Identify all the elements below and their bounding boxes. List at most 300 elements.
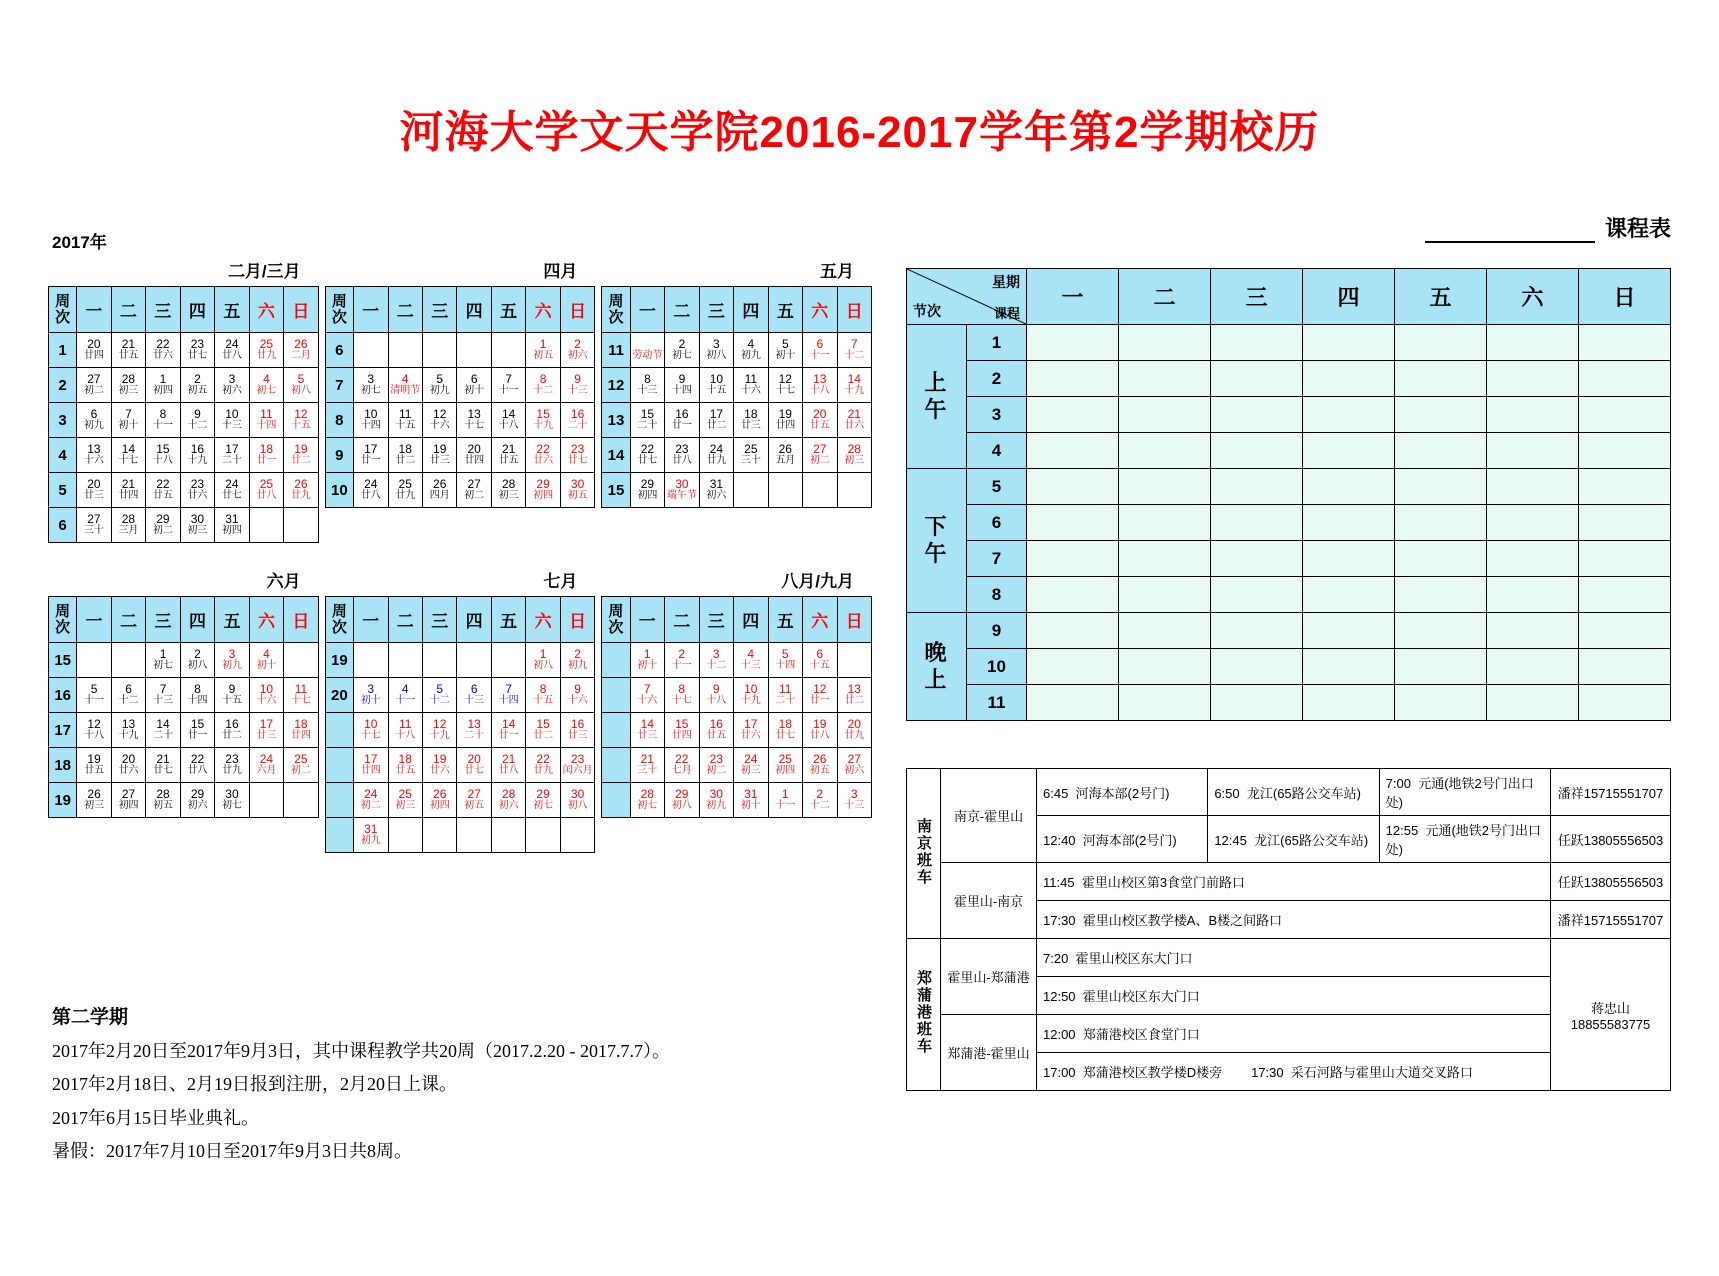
calendar-day-cell: 3 初九 bbox=[215, 643, 249, 678]
bus-contact: 任跃13805556503 bbox=[1551, 816, 1671, 863]
bus-stop-time: 12:40 bbox=[1043, 832, 1076, 848]
timetable-cell[interactable] bbox=[1211, 361, 1303, 397]
calendar-day-cell: 13 二十 bbox=[457, 713, 491, 748]
calendar-day-cell: 17 廿四 bbox=[354, 748, 388, 783]
timetable-cell[interactable] bbox=[1487, 541, 1579, 577]
timetable-cell[interactable] bbox=[1211, 685, 1303, 721]
calendar-day-cell: 18 廿七 bbox=[768, 713, 803, 748]
calendar-day-cell: 10 十六 bbox=[249, 678, 283, 713]
day-header-3: 三 bbox=[699, 287, 733, 333]
calendar-day-cell: 27 初四 bbox=[111, 783, 145, 818]
week-number bbox=[602, 678, 630, 713]
timetable-section-number: 11 bbox=[967, 685, 1027, 721]
day-header-6: 六 bbox=[526, 597, 560, 643]
timetable-cell[interactable] bbox=[1487, 325, 1579, 361]
calendar-day-cell: 20 廿四 bbox=[77, 333, 112, 368]
timetable-cell[interactable] bbox=[1395, 685, 1487, 721]
timetable-cell[interactable] bbox=[1579, 505, 1671, 541]
timetable-cell[interactable] bbox=[1487, 505, 1579, 541]
calendar-day-cell: 13 十六 bbox=[77, 438, 112, 473]
day-header-5: 五 bbox=[491, 287, 525, 333]
timetable-cell[interactable] bbox=[1211, 433, 1303, 469]
timetable-section-number: 1 bbox=[967, 325, 1027, 361]
bus-stop-time: 6:50 bbox=[1214, 785, 1240, 801]
timetable-title bbox=[1425, 212, 1671, 243]
timetable-cell[interactable] bbox=[1027, 685, 1119, 721]
timetable-cell[interactable] bbox=[1027, 577, 1119, 613]
day-header-7: 日 bbox=[284, 597, 319, 643]
timetable-cell[interactable] bbox=[1579, 325, 1671, 361]
calendar-day-cell: 2 十二 bbox=[803, 783, 838, 818]
calendar-day-cell bbox=[491, 333, 525, 368]
calendar-day-cell: 25 廿九 bbox=[388, 473, 422, 508]
calendar-day-cell: 30 初三 bbox=[180, 508, 215, 543]
bus-stop-place: 元通(地铁2号门出口处) bbox=[1385, 823, 1541, 857]
calendar-day-cell: 10 十三 bbox=[215, 403, 250, 438]
calendar-day-cell: 7 十三 bbox=[146, 678, 180, 713]
semester-notes bbox=[52, 1000, 670, 1168]
calendar-day-cell: 12 十八 bbox=[77, 713, 111, 748]
calendar-day-cell: 23 廿六 bbox=[180, 473, 215, 508]
timetable-cell[interactable] bbox=[1579, 685, 1671, 721]
timetable-cell[interactable] bbox=[1395, 505, 1487, 541]
bus-stop bbox=[1037, 863, 1551, 901]
calendar-day-cell: 22 廿六 bbox=[526, 438, 560, 473]
bus-stop-place: 元通(地铁2号门出口处) bbox=[1385, 776, 1534, 810]
timetable-cell[interactable] bbox=[1027, 649, 1119, 685]
timetable-cell[interactable] bbox=[1119, 505, 1211, 541]
timetable-cell[interactable] bbox=[1487, 361, 1579, 397]
week-number: 9 bbox=[325, 438, 353, 473]
timetable-cell[interactable] bbox=[1211, 577, 1303, 613]
timetable-cell[interactable] bbox=[1119, 685, 1211, 721]
month-table bbox=[601, 596, 872, 818]
timetable-cell[interactable] bbox=[1579, 361, 1671, 397]
timetable-cell[interactable] bbox=[1027, 613, 1119, 649]
week-number: 19 bbox=[325, 643, 353, 678]
calendar-day-cell: 28 初三 bbox=[111, 368, 146, 403]
week-number bbox=[602, 713, 630, 748]
calendar-day-cell: 13 十九 bbox=[111, 713, 145, 748]
week-number: 2 bbox=[49, 368, 77, 403]
calendar-day-cell: 8 十四 bbox=[180, 678, 214, 713]
calendar-day-cell: 11 十六 bbox=[734, 368, 768, 403]
calendar-day-cell: 1 初十 bbox=[630, 643, 665, 678]
bus-contact: 任跃13805556503 bbox=[1551, 863, 1671, 901]
day-header-6: 六 bbox=[249, 597, 283, 643]
day-header-3: 三 bbox=[146, 287, 181, 333]
timetable-day-header-7: 日 bbox=[1579, 269, 1671, 325]
timetable-cell[interactable] bbox=[1211, 505, 1303, 541]
week-number: 13 bbox=[602, 403, 630, 438]
week-number: 6 bbox=[325, 333, 353, 368]
calendar-day-cell: 25 三十 bbox=[734, 438, 768, 473]
timetable-cell[interactable] bbox=[1303, 361, 1395, 397]
timetable-cell[interactable] bbox=[1027, 469, 1119, 505]
timetable-cell[interactable] bbox=[1027, 397, 1119, 433]
day-header-4: 四 bbox=[180, 287, 215, 333]
calendar-day-cell: 16 廿五 bbox=[699, 713, 734, 748]
calendar-day-cell: 23 闰六月 bbox=[560, 748, 595, 783]
timetable-cell[interactable] bbox=[1119, 325, 1211, 361]
timetable-cell[interactable] bbox=[1211, 541, 1303, 577]
calendar-day-cell bbox=[837, 643, 872, 678]
calendar-day-cell: 21 廿七 bbox=[146, 748, 180, 783]
calendar-day-cell: 21 廿六 bbox=[837, 403, 872, 438]
bus-group-label: 郑蒲港班车 bbox=[907, 939, 941, 1091]
calendar-day-cell: 26 初五 bbox=[803, 748, 838, 783]
calendar-day-cell: 11 十四 bbox=[249, 403, 284, 438]
timetable-cell[interactable] bbox=[1211, 649, 1303, 685]
timetable-cell[interactable] bbox=[1303, 541, 1395, 577]
timetable-cell[interactable] bbox=[1579, 469, 1671, 505]
timetable-cell[interactable] bbox=[1119, 433, 1211, 469]
bus-stop-place: 霍里山校区教学楼A、B楼之间路口 bbox=[1082, 913, 1283, 928]
timetable-cell[interactable] bbox=[1487, 397, 1579, 433]
timetable-cell[interactable] bbox=[1211, 469, 1303, 505]
academic-calendar bbox=[48, 228, 878, 853]
calendar-day-cell: 27 初二 bbox=[803, 438, 837, 473]
week-number: 8 bbox=[325, 403, 353, 438]
timetable-cell[interactable] bbox=[1211, 397, 1303, 433]
bus-stop-place: 采石河路与霍里山大道交叉路口 bbox=[1290, 1065, 1473, 1080]
timetable-cell[interactable] bbox=[1119, 469, 1211, 505]
bus-stop-time: 17:30 bbox=[1043, 913, 1076, 928]
calendar-day-cell: 9 十八 bbox=[699, 678, 734, 713]
calendar-day-cell: 7 十四 bbox=[491, 678, 525, 713]
week-number: 19 bbox=[49, 783, 77, 818]
calendar-day-cell: 28 初三 bbox=[491, 473, 525, 508]
calendar-day-cell: 20 廿九 bbox=[837, 713, 872, 748]
bus-stop bbox=[1379, 769, 1550, 816]
timetable-cell[interactable] bbox=[1303, 649, 1395, 685]
calendar-day-cell: 14 廿三 bbox=[630, 713, 665, 748]
bus-stop bbox=[1037, 769, 1208, 816]
timetable-part-label: 下 午 bbox=[907, 469, 967, 613]
calendar-day-cell: 7 十二 bbox=[837, 333, 872, 368]
timetable-cell[interactable] bbox=[1395, 433, 1487, 469]
calendar-day-cell: 16 十九 bbox=[180, 438, 215, 473]
timetable-cell[interactable] bbox=[1027, 541, 1119, 577]
timetable-cell[interactable] bbox=[1303, 577, 1395, 613]
timetable-cell[interactable] bbox=[1395, 541, 1487, 577]
day-header-3: 三 bbox=[422, 287, 456, 333]
calendar-day-cell: 2 初八 bbox=[180, 643, 214, 678]
day-header-6: 六 bbox=[249, 287, 284, 333]
bus-stop-time: 12:00 bbox=[1043, 1027, 1076, 1042]
calendar-day-cell: 11 十七 bbox=[284, 678, 319, 713]
bus-stop-time: 6:45 bbox=[1043, 785, 1069, 801]
month-table bbox=[325, 286, 596, 508]
calendar-day-cell: 8 十三 bbox=[630, 368, 664, 403]
year-label: 2017年 bbox=[52, 233, 107, 252]
day-header-1: 一 bbox=[77, 597, 111, 643]
timetable-cell[interactable] bbox=[1303, 469, 1395, 505]
calendar-day-cell: 26 廿九 bbox=[284, 473, 319, 508]
day-header-4: 四 bbox=[734, 287, 768, 333]
calendar-day-cell: 18 廿二 bbox=[388, 438, 422, 473]
calendar-day-cell: 15 二十 bbox=[630, 403, 664, 438]
timetable-cell[interactable] bbox=[1027, 433, 1119, 469]
day-header-3: 三 bbox=[699, 597, 734, 643]
timetable-cell[interactable] bbox=[1119, 361, 1211, 397]
calendar-day-cell: 16 二十 bbox=[560, 403, 595, 438]
calendar-day-cell: 21 廿五 bbox=[111, 333, 146, 368]
bus-group-label: 南京班车 bbox=[907, 769, 941, 939]
calendar-day-cell: 20 廿七 bbox=[457, 748, 491, 783]
bus-stop-time: 17:00 bbox=[1043, 1065, 1076, 1080]
timetable-cell[interactable] bbox=[1395, 613, 1487, 649]
calendar-day-cell: 3 十三 bbox=[837, 783, 872, 818]
notes-line: 2017年2月20日至2017年9月3日，其中课程教学共20周（2017.2.20 - 2017.7.7）。 bbox=[52, 1041, 670, 1062]
calendar-day-cell: 1 初八 bbox=[526, 643, 560, 678]
timetable-cell[interactable] bbox=[1303, 685, 1395, 721]
timetable-cell[interactable] bbox=[1487, 433, 1579, 469]
timetable-cell[interactable] bbox=[1395, 397, 1487, 433]
calendar-day-cell: 9 十五 bbox=[215, 678, 249, 713]
bus-stop-place: 龙江(65路公交车站) bbox=[1246, 785, 1361, 801]
calendar-day-cell: 6 初十 bbox=[457, 368, 491, 403]
calendar-block bbox=[48, 257, 319, 543]
bus-route-name: 郑蒲港-霍里山 bbox=[941, 1015, 1037, 1091]
day-header-4: 四 bbox=[180, 597, 214, 643]
calendar-day-cell: 11 二十 bbox=[768, 678, 803, 713]
calendar-day-cell: 30 初五 bbox=[560, 473, 595, 508]
bus-stop-time: 12:45 bbox=[1214, 832, 1247, 848]
timetable-cell[interactable] bbox=[1579, 397, 1671, 433]
timetable-cell[interactable] bbox=[1027, 325, 1119, 361]
week-number: 4 bbox=[49, 438, 77, 473]
month-table bbox=[601, 286, 872, 508]
week-col-header: 周 次 bbox=[325, 597, 353, 643]
day-header-4: 四 bbox=[734, 597, 769, 643]
calendar-day-cell: 4 初七 bbox=[249, 368, 284, 403]
calendar-day-cell: 6 十三 bbox=[457, 678, 491, 713]
calendar-day-cell: 23 廿八 bbox=[665, 438, 699, 473]
calendar-day-cell: 6 初九 bbox=[77, 403, 112, 438]
calendar-day-cell: 22 廿九 bbox=[526, 748, 560, 783]
calendar-day-cell: 17 廿三 bbox=[249, 713, 283, 748]
calendar-day-cell: 8 十一 bbox=[146, 403, 181, 438]
timetable-day-header-1: 一 bbox=[1027, 269, 1119, 325]
calendar-day-cell bbox=[457, 333, 491, 368]
calendar-day-cell: 13 十八 bbox=[803, 368, 837, 403]
timetable-cell[interactable] bbox=[1119, 649, 1211, 685]
timetable-cell[interactable] bbox=[1119, 397, 1211, 433]
week-number: 14 bbox=[602, 438, 630, 473]
calendar-day-cell: 24 六月 bbox=[249, 748, 283, 783]
bus-stop-time: 7:00 bbox=[1385, 776, 1411, 791]
day-header-6: 六 bbox=[803, 287, 837, 333]
timetable-name-blank[interactable] bbox=[1425, 223, 1595, 243]
calendar-day-cell: 15 廿一 bbox=[180, 713, 214, 748]
calendar-day-cell: 23 初二 bbox=[699, 748, 734, 783]
month-table bbox=[48, 286, 319, 543]
calendar-day-cell: 24 廿七 bbox=[215, 473, 250, 508]
timetable-cell[interactable] bbox=[1487, 613, 1579, 649]
timetable-section-number: 10 bbox=[967, 649, 1027, 685]
timetable-cell[interactable] bbox=[1487, 649, 1579, 685]
timetable-cell[interactable] bbox=[1303, 397, 1395, 433]
timetable-cell[interactable] bbox=[1395, 325, 1487, 361]
calendar-day-cell: 20 廿四 bbox=[457, 438, 491, 473]
course-timetable bbox=[906, 268, 1671, 721]
calendar-day-cell: 2 初九 bbox=[560, 643, 595, 678]
calendar-day-cell: 5 十一 bbox=[77, 678, 111, 713]
bus-stop bbox=[1208, 769, 1379, 816]
timetable-cell[interactable] bbox=[1211, 613, 1303, 649]
timetable-cell[interactable] bbox=[1579, 613, 1671, 649]
timetable-cell[interactable] bbox=[1119, 613, 1211, 649]
week-number: 10 bbox=[325, 473, 353, 508]
calendar-day-cell: 26 二月 bbox=[284, 333, 319, 368]
calendar-day-cell: 4 十三 bbox=[734, 643, 769, 678]
timetable-cell[interactable] bbox=[1395, 361, 1487, 397]
week-number: 5 bbox=[49, 473, 77, 508]
timetable-cell[interactable] bbox=[1303, 433, 1395, 469]
timetable-cell[interactable] bbox=[1395, 649, 1487, 685]
calendar-day-cell: 17 二十 bbox=[215, 438, 250, 473]
timetable-cell[interactable] bbox=[1303, 613, 1395, 649]
timetable-cell[interactable] bbox=[1119, 577, 1211, 613]
month-label: 四月 bbox=[543, 262, 578, 281]
calendar-day-cell: 26 五月 bbox=[768, 438, 802, 473]
week-number bbox=[602, 783, 630, 818]
calendar-day-cell: 29 初七 bbox=[526, 783, 560, 818]
calendar-day-cell: 18 廿三 bbox=[734, 403, 768, 438]
timetable-cell[interactable] bbox=[1027, 361, 1119, 397]
calendar-day-cell: 15 廿四 bbox=[665, 713, 700, 748]
calendar-day-cell bbox=[491, 818, 525, 853]
bus-stop-place: 河海本部(2号门) bbox=[1082, 832, 1177, 848]
calendar-block bbox=[601, 567, 872, 853]
bus-stop bbox=[1037, 901, 1551, 939]
week-number: 15 bbox=[602, 473, 630, 508]
calendar-day-cell: 5 初九 bbox=[422, 368, 456, 403]
timetable-cell[interactable] bbox=[1487, 577, 1579, 613]
timetable-cell[interactable] bbox=[1303, 505, 1395, 541]
timetable-cell[interactable] bbox=[1027, 505, 1119, 541]
calendar-day-cell: 22 廿六 bbox=[146, 333, 181, 368]
timetable-section-number: 7 bbox=[967, 541, 1027, 577]
calendar-day-cell bbox=[734, 473, 768, 508]
timetable-cell[interactable] bbox=[1303, 325, 1395, 361]
calendar-day-cell: 3 初十 bbox=[354, 678, 388, 713]
timetable-cell[interactable] bbox=[1579, 577, 1671, 613]
timetable-cell[interactable] bbox=[1579, 541, 1671, 577]
timetable-cell[interactable] bbox=[1579, 433, 1671, 469]
timetable-cell[interactable] bbox=[1487, 685, 1579, 721]
calendar-day-cell: 24 廿八 bbox=[354, 473, 388, 508]
calendar-day-cell: 15 十八 bbox=[146, 438, 181, 473]
calendar-day-cell: 29 初二 bbox=[146, 508, 181, 543]
calendar-day-cell: 2 十一 bbox=[665, 643, 700, 678]
calendar-day-cell bbox=[422, 818, 456, 853]
month-table bbox=[48, 596, 319, 818]
calendar-day-cell: 劳动节 bbox=[630, 333, 664, 368]
calendar-day-cell: 18 廿四 bbox=[284, 713, 319, 748]
calendar-day-cell: 7 十一 bbox=[491, 368, 525, 403]
calendar-day-cell: 28 三月 bbox=[111, 508, 146, 543]
bus-stop-place: 龙江(65路公交车站) bbox=[1254, 832, 1369, 848]
calendar-day-cell: 20 廿三 bbox=[77, 473, 112, 508]
calendar-day-cell: 5 十二 bbox=[422, 678, 456, 713]
week-number bbox=[602, 748, 630, 783]
calendar-day-cell bbox=[388, 643, 422, 678]
calendar-day-cell: 14 十九 bbox=[837, 368, 872, 403]
calendar-day-cell: 6 十二 bbox=[111, 678, 145, 713]
calendar-day-cell: 17 廿六 bbox=[734, 713, 769, 748]
day-header-5: 五 bbox=[491, 597, 525, 643]
calendar-day-cell bbox=[422, 643, 456, 678]
calendar-day-cell bbox=[249, 508, 284, 543]
day-header-1: 一 bbox=[77, 287, 112, 333]
bus-stop bbox=[1037, 1053, 1551, 1091]
calendar-day-cell: 2 初五 bbox=[180, 368, 215, 403]
calendar-day-cell: 14 二十 bbox=[146, 713, 180, 748]
day-header-2: 二 bbox=[665, 287, 699, 333]
calendar-day-cell bbox=[249, 783, 283, 818]
calendar-day-cell: 6 十五 bbox=[803, 643, 838, 678]
timetable-cell[interactable] bbox=[1119, 541, 1211, 577]
calendar-day-cell: 18 廿一 bbox=[249, 438, 284, 473]
calendar-day-cell: 12 十六 bbox=[422, 403, 456, 438]
bus-route-name: 南京-霍里山 bbox=[941, 769, 1037, 863]
calendar-day-cell: 4 清明节 bbox=[388, 368, 422, 403]
calendar-day-cell bbox=[77, 643, 111, 678]
calendar-day-cell: 20 廿六 bbox=[111, 748, 145, 783]
day-header-1: 一 bbox=[630, 597, 665, 643]
week-col-header: 周 次 bbox=[49, 287, 77, 333]
calendar-block bbox=[48, 567, 319, 853]
bus-stop-time: 7:20 bbox=[1043, 951, 1069, 966]
calendar-day-cell: 7 十六 bbox=[630, 678, 665, 713]
week-col-header: 周 次 bbox=[602, 287, 630, 333]
week-number bbox=[325, 713, 353, 748]
calendar-day-cell: 30 初七 bbox=[215, 783, 249, 818]
timetable-cell[interactable] bbox=[1487, 469, 1579, 505]
calendar-day-cell: 12 十七 bbox=[768, 368, 802, 403]
bus-stop-place: 霍里山校区东大门口 bbox=[1082, 989, 1200, 1004]
calendar-day-cell: 10 十四 bbox=[354, 403, 388, 438]
calendar-day-cell: 24 初二 bbox=[354, 783, 388, 818]
month-label: 八月/九月 bbox=[781, 572, 855, 591]
week-number: 11 bbox=[602, 333, 630, 368]
calendar-row1-month-headers bbox=[48, 228, 878, 253]
calendar-day-cell: 5 初十 bbox=[768, 333, 802, 368]
timetable-cell[interactable] bbox=[1579, 649, 1671, 685]
timetable-corner-header: 星期 节次 课程 bbox=[907, 269, 1027, 325]
bus-route-name: 霍里山-南京 bbox=[941, 863, 1037, 939]
calendar-day-cell: 5 十四 bbox=[768, 643, 803, 678]
day-header-5: 五 bbox=[768, 597, 803, 643]
calendar-day-cell: 23 廿七 bbox=[180, 333, 215, 368]
month-label: 六月 bbox=[266, 572, 301, 591]
timetable-cell[interactable] bbox=[1211, 325, 1303, 361]
calendar-day-cell bbox=[111, 643, 145, 678]
calendar-day-cell bbox=[837, 473, 872, 508]
day-header-5: 五 bbox=[768, 287, 802, 333]
bus-stop bbox=[1037, 939, 1551, 977]
calendar-day-cell: 27 初五 bbox=[457, 783, 491, 818]
timetable-cell[interactable] bbox=[1395, 577, 1487, 613]
day-header-5: 五 bbox=[215, 287, 250, 333]
calendar-day-cell: 30 端午节 bbox=[665, 473, 699, 508]
bus-stop-place: 霍里山校区东大门口 bbox=[1075, 951, 1193, 966]
timetable-cell[interactable] bbox=[1395, 469, 1487, 505]
week-number bbox=[325, 748, 353, 783]
calendar-day-cell bbox=[284, 643, 319, 678]
